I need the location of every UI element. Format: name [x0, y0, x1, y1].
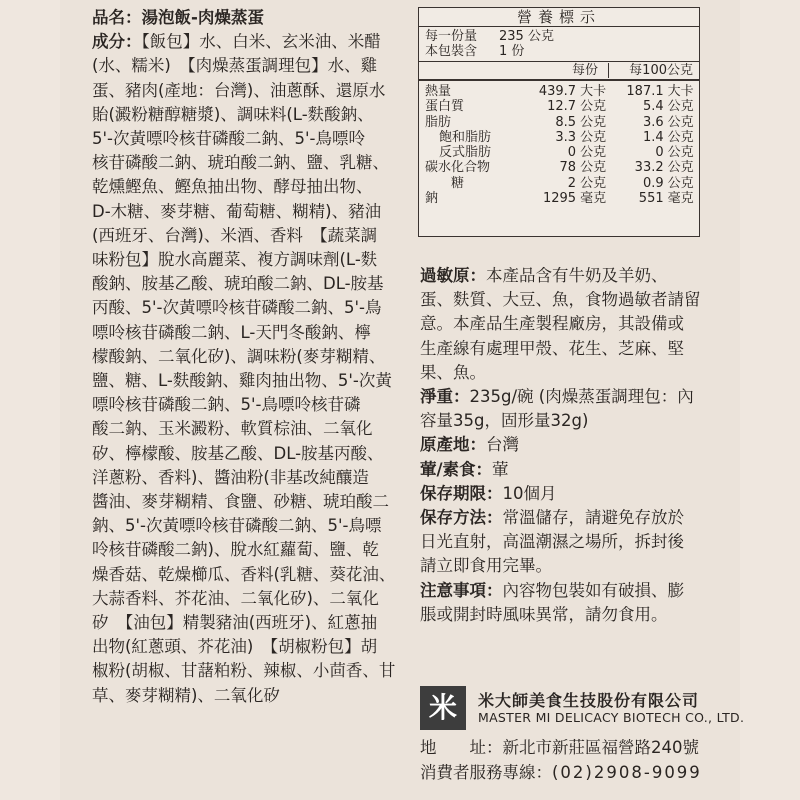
ingredients-line: 洋蔥粉、香料)、醬油粉(非基改純釀造: [92, 467, 369, 487]
nutrition-row: [419, 145, 699, 160]
info-line: [420, 264, 720, 288]
info-section: [420, 433, 720, 457]
nutrient-name: 碳水化合物: [425, 160, 491, 176]
info-text: 蛋、麩質、大豆、魚，食物過敏者請留: [420, 290, 701, 310]
info-text: 脹或開封時風味異常，請勿食用。: [420, 604, 668, 624]
ingredients-line: 椒粉(胡椒、甘藷粕粉、辣椒、小茴香、甘: [92, 661, 396, 681]
info-label: 保存期限：: [420, 483, 503, 503]
ingredients-line: 鹽、糖、L-麩酸鈉、雞肉抽出物、5'-次黃: [92, 371, 392, 391]
nutrition-row: [419, 176, 699, 191]
serving-size-value: 235 公克: [499, 29, 554, 44]
info-line: [420, 554, 720, 578]
nutrient-per-100g-value: 3.6: [642, 114, 664, 130]
nutrient-per-serving-unit: 公克: [580, 129, 607, 145]
ingredients-line: (水、糯米) 【肉燥蒸蛋調理包】水、雞: [92, 56, 378, 76]
nutrient-per-100g-unit: 公克: [667, 145, 694, 161]
per-100g-header: 每100公克: [629, 63, 693, 78]
info-line: [420, 458, 720, 482]
ingredients-line: 酸二鈉、玉米澱粉、軟質棕油、二氧化: [92, 419, 373, 439]
nutrition-row: [419, 99, 699, 114]
info-section: [420, 385, 720, 433]
ingredients-text: 【飯包】水、白米、玄米油、米醋: [141, 32, 381, 52]
ingredients-line: 貽(澱粉糖醇糖漿)、調味料(L-麩酸鈉、: [92, 104, 374, 124]
nutrition-title: 營養標示: [419, 8, 699, 27]
nutrient-per-100g-unit: 公克: [667, 175, 694, 191]
info-section: [420, 579, 720, 627]
info-label: 過敏原：: [420, 266, 486, 285]
serving-size-label: 每一份量: [425, 29, 478, 44]
info-line: [420, 385, 720, 409]
product-name-label: 品名：: [92, 8, 142, 27]
nutrition-row: [419, 130, 699, 145]
info-section: [420, 506, 720, 579]
nutrient-per-serving-unit: 公克: [580, 99, 607, 115]
info-line: [420, 603, 720, 627]
nutrient-per-100g-value: 1.4: [642, 129, 664, 145]
info-line: [420, 361, 720, 385]
info-line: [420, 579, 720, 603]
info-line: [420, 288, 720, 312]
info-text: 內容物包裝如有破損、膨: [502, 580, 684, 600]
address-value: 新北市新莊區福營路240號: [502, 738, 699, 757]
nutrient-per-serving-unit: 大卡: [580, 84, 607, 99]
nutrient-per-100g-unit: 公克: [667, 129, 694, 145]
info-section: [420, 458, 720, 482]
nutrition-row: [419, 115, 699, 130]
nutrient-per-100g-unit: 大卡: [667, 84, 694, 99]
ingredients-line: 檬酸鈉、二氧化矽)、調味粉(麥芽糊精、: [92, 346, 386, 366]
nutrition-serving-info: [419, 27, 699, 62]
nutrient-per-serving-unit: 公克: [580, 145, 607, 161]
nutrient-per-100g-value: 33.2: [634, 160, 664, 176]
info-label: 注意事項：: [420, 580, 503, 600]
info-text: 235g/碗 (肉燥蒸蛋調理包：內: [469, 387, 694, 407]
ingredients-line: 味粉包】脫水高麗菜、複方調味劑(L-麩: [92, 250, 378, 270]
info-line: [420, 482, 720, 506]
ingredients-line: (西班牙、台灣)、米酒、香料 【蔬菜調: [92, 225, 378, 245]
ingredients-line: 醬油、麥芽糊精、食鹽、砂糖、琥珀酸二: [92, 492, 389, 512]
info-line: [420, 433, 720, 457]
info-text: 台灣: [486, 435, 519, 455]
info-text: 生產線有處理甲殼、花生、芝麻、堅: [420, 338, 684, 358]
nutrition-row: [419, 160, 699, 175]
ingredients-line: 矽、檸檬酸、胺基乙酸、DL-胺基丙酸、: [92, 443, 384, 463]
nutrient-name: 糖: [451, 175, 465, 191]
info-section: [420, 482, 720, 506]
info-line: [420, 409, 720, 433]
nutrient-per-100g-value: 551: [638, 191, 664, 207]
ingredients-line: 5'-次黃嘌呤核苷磷酸二鈉、5'-鳥嘌呤: [92, 129, 365, 149]
contact-info: [420, 736, 740, 785]
info-text: 請立即食用完畢。: [420, 556, 552, 576]
info-text: 本產品含有牛奶及羊奶、: [486, 266, 668, 285]
address-line: [420, 736, 740, 761]
nutrient-name: 鈉: [425, 191, 439, 207]
info-line: [420, 337, 720, 361]
ingredients-line: D-木糖、麥芽糖、葡萄糖、糊精)、豬油: [92, 201, 382, 221]
info-label: 淨重：: [420, 387, 470, 407]
nutrient-name: 飽和脂肪: [439, 129, 492, 145]
product-name: [92, 6, 392, 30]
ingredients-line: 矽 【油包】精製豬油(西班牙)、紅蔥抽: [92, 613, 378, 633]
info-label: 葷/素食：: [420, 459, 493, 479]
info-text: 日光直射，高溫潮濕之場所，拆封後: [420, 532, 684, 552]
nutrient-per-serving-value: 78: [559, 160, 577, 176]
ingredients-line: 大蒜香料、芥花油、二氧化矽)、二氧化: [92, 588, 379, 608]
nutrient-per-serving-unit: 毫克: [580, 191, 607, 207]
nutrition-table: [419, 84, 699, 206]
phone-line: [420, 761, 740, 786]
ingredients-line: 蛋、豬肉(產地：台灣)、油蔥酥、還原水: [92, 80, 386, 100]
ingredients-column: [92, 6, 396, 708]
nutrition-row: [419, 191, 699, 206]
nutrient-per-100g-value: 187.1: [626, 84, 664, 99]
info-text: 果、魚。: [420, 362, 486, 382]
info-text: 葷: [492, 459, 509, 479]
nutrient-per-100g-unit: 公克: [667, 114, 694, 130]
info-text: 意。本產品生產製程廠房，其設備或: [420, 314, 684, 334]
info-line: [420, 530, 720, 554]
nutrient-per-100g-value: 0.9: [642, 175, 664, 191]
nutrient-per-serving-value: 2: [567, 175, 577, 191]
nutrient-per-100g-value: 0: [655, 145, 664, 161]
info-section: [420, 264, 720, 385]
company-block: [420, 686, 745, 730]
nutrient-per-100g-unit: 毫克: [667, 191, 694, 207]
nutrient-per-serving-value: 1295: [542, 191, 577, 207]
nutrient-per-serving-value: 439.7: [538, 84, 577, 99]
nutrition-column-header: [419, 62, 699, 81]
ingredients-line: 丙酸、5'-次黃嘌呤核苷磷酸二鈉、5'-鳥: [92, 298, 382, 318]
info-label: 保存方法：: [420, 508, 503, 528]
ingredients-line: 嘌呤核苷磷酸二鈉、5'-鳥嘌呤核苷磷: [92, 395, 361, 415]
info-line: [420, 506, 720, 530]
ingredients-line: 出物(紅蔥頭、芥花油) 【胡椒粉包】胡: [92, 637, 378, 657]
ingredients-label: 成分：: [92, 32, 142, 52]
nutrient-per-100g-value: 5.4: [642, 99, 664, 115]
per-serving-header: 每份: [516, 63, 609, 78]
address-label: 地 址：: [420, 738, 503, 757]
product-info-column: [420, 264, 720, 627]
nutrient-per-serving-value: 8.5: [555, 114, 577, 130]
nutrient-per-100g-unit: 公克: [667, 99, 694, 115]
nutrient-per-serving-value: 3.3: [555, 129, 577, 145]
phone-label: 消費者服務專線：: [420, 762, 552, 782]
info-text: 常溫儲存，請避免存放於: [502, 508, 684, 528]
nutrient-per-serving-value: 12.7: [547, 99, 577, 115]
nutrient-per-serving-unit: 公克: [580, 114, 607, 130]
nutrient-name: 蛋白質: [425, 99, 465, 115]
nutrient-per-serving-value: 0: [567, 145, 577, 161]
info-label: 原產地：: [420, 435, 486, 455]
product-name-value: 湯泡飯-肉燥蒸蛋: [141, 8, 264, 27]
phone-value: (02)2908-9099: [552, 762, 702, 782]
servings-label: 本包裝含: [425, 44, 478, 59]
servings-value: 1 份: [499, 44, 525, 59]
ingredients-line: 酸鈉、胺基乙酸、琥珀酸二鈉、DL-胺基: [92, 274, 384, 294]
nutrition-row: [419, 84, 699, 99]
ingredients-line: 燥香菇、乾燥櫛瓜、香料(乳糖、葵花油、: [92, 564, 396, 584]
info-text: 容量35g，固形量32g): [420, 411, 589, 431]
ingredients-line: 嘌呤核苷磷酸二鈉、L-天門冬酸鈉、檸: [92, 322, 371, 342]
nutrient-name: 反式脂肪: [439, 145, 492, 161]
ingredients-line: 核苷磷酸二鈉、琥珀酸二鈉、鹽、乳糖、: [92, 153, 389, 173]
nutrient-per-serving-unit: 公克: [580, 175, 607, 191]
nutrient-per-100g-unit: 公克: [667, 160, 694, 176]
company-name-zh: 米大師美食生技股份有限公司: [478, 691, 700, 710]
ingredients-line: 鈉、5'-次黃嘌呤核苷磷酸二鈉、5'-鳥嘌: [92, 516, 382, 536]
info-text: 10個月: [502, 483, 557, 503]
company-name-en: MASTER MI DELICACY BIOTECH CO., LTD.: [478, 710, 745, 725]
company-logo: 米: [420, 686, 466, 730]
ingredients-line: 乾燻鰹魚、鰹魚抽出物、酵母抽出物、: [92, 177, 373, 197]
ingredients-line: 草、麥芽糊精)、二氧化矽: [92, 685, 280, 705]
nutrient-per-serving-unit: 公克: [580, 160, 607, 176]
nutrient-name: 脂肪: [425, 114, 452, 130]
ingredients-line: 呤核苷磷酸二鈉)、脫水紅蘿蔔、鹽、乾: [92, 540, 379, 560]
nutrient-name: 熱量: [425, 84, 452, 99]
info-line: [420, 312, 720, 336]
ingredients-line: [92, 30, 392, 54]
nutrition-facts-panel: [418, 7, 700, 237]
